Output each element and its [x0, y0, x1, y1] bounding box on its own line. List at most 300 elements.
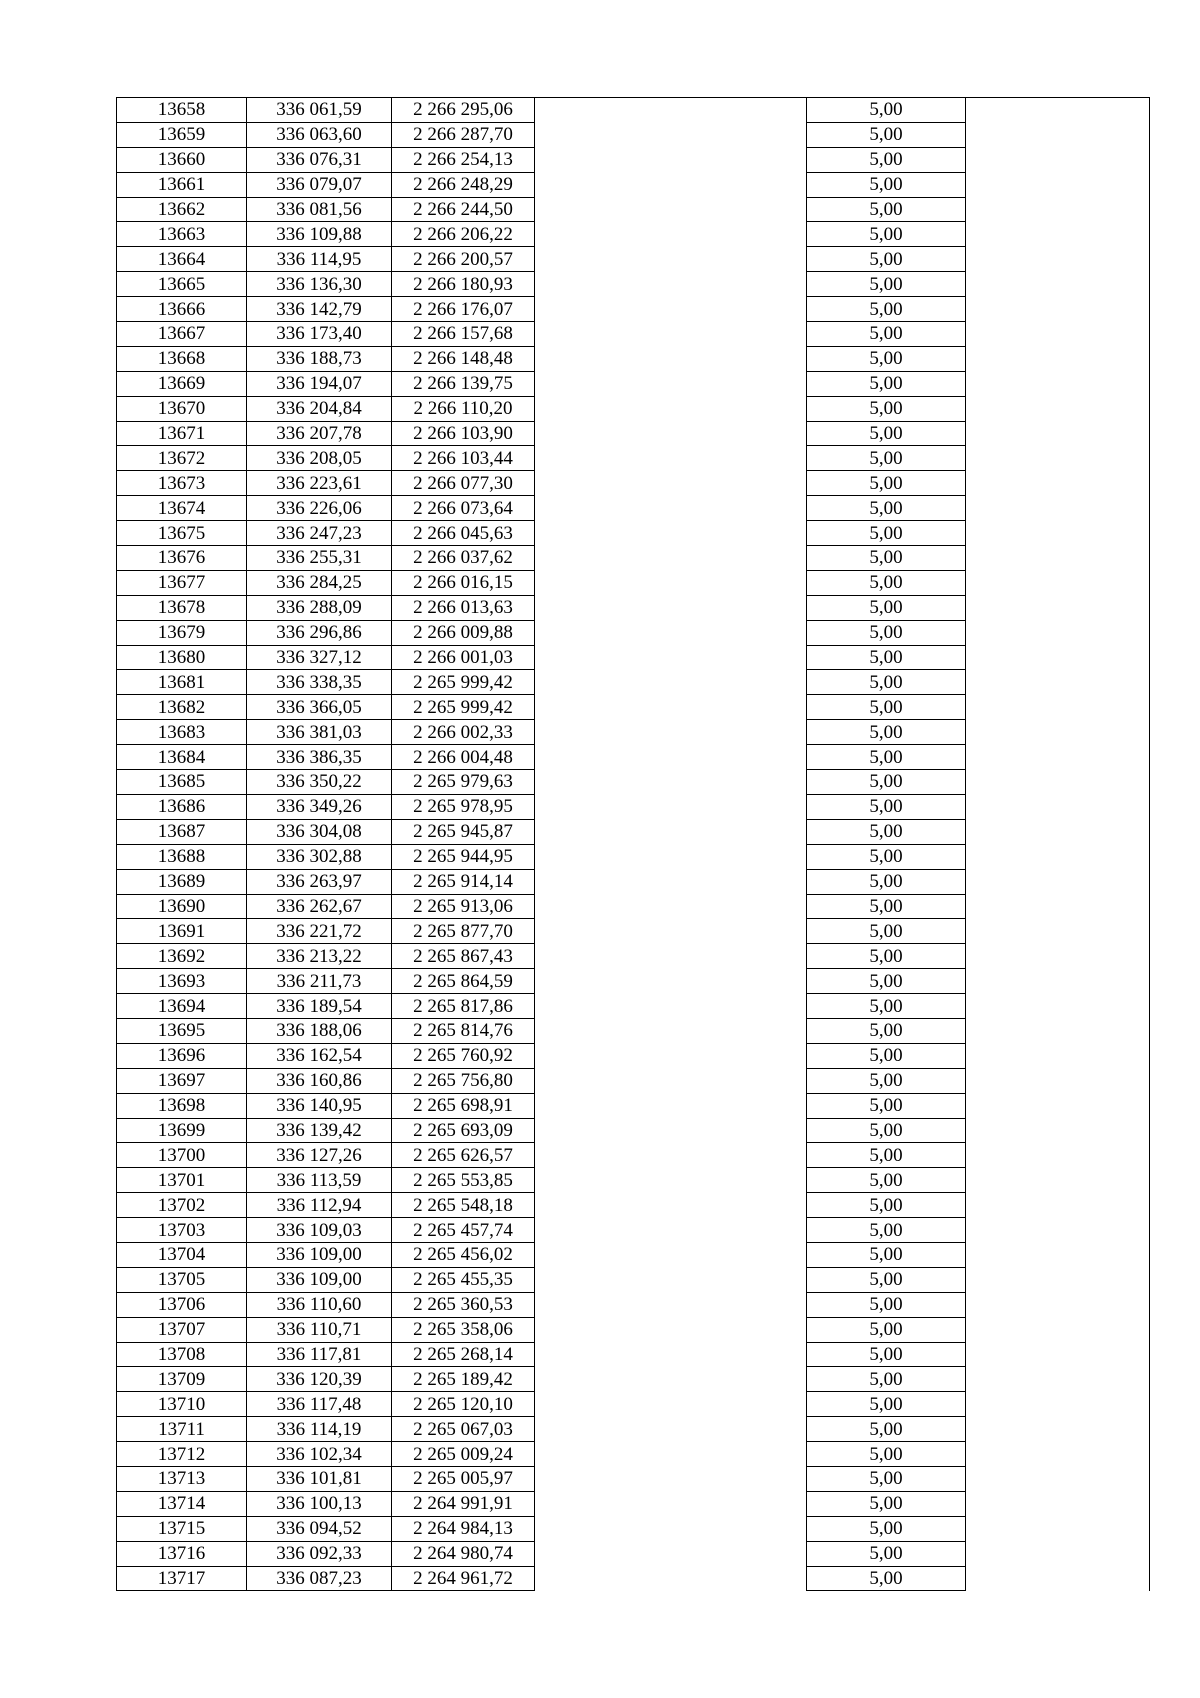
- point-number-cell: 13683: [117, 720, 247, 745]
- blank-cell: [535, 396, 807, 421]
- y-coordinate-cell: 2 265 189,42: [392, 1367, 535, 1392]
- y-coordinate-cell: 2 264 984,13: [392, 1516, 535, 1541]
- value-cell: 5,00: [807, 894, 966, 919]
- y-coordinate-cell: 2 265 360,53: [392, 1292, 535, 1317]
- blank-cell: [535, 894, 807, 919]
- table-row: [117, 794, 1150, 819]
- point-number-cell: 13665: [117, 272, 247, 297]
- blank-cell: [535, 595, 807, 620]
- value-cell: 5,00: [807, 1168, 966, 1193]
- blank-cell: [966, 1317, 1150, 1342]
- value-cell: 5,00: [807, 1143, 966, 1168]
- x-coordinate-cell: 336 117,48: [247, 1392, 392, 1417]
- table-row: [117, 969, 1150, 994]
- blank-cell: [535, 1068, 807, 1093]
- point-number-cell: 13667: [117, 322, 247, 347]
- blank-cell: [535, 670, 807, 695]
- value-cell: 5,00: [807, 471, 966, 496]
- table-row: [117, 1566, 1150, 1591]
- point-number-cell: 13705: [117, 1267, 247, 1292]
- y-coordinate-cell: 2 266 248,29: [392, 172, 535, 197]
- blank-cell: [535, 869, 807, 894]
- point-number-cell: 13713: [117, 1466, 247, 1491]
- value-cell: 5,00: [807, 819, 966, 844]
- x-coordinate-cell: 336 213,22: [247, 944, 392, 969]
- y-coordinate-cell: 2 266 045,63: [392, 521, 535, 546]
- point-number-cell: 13668: [117, 346, 247, 371]
- blank-cell: [535, 645, 807, 670]
- blank-cell: [966, 1292, 1150, 1317]
- blank-cell: [535, 172, 807, 197]
- y-coordinate-cell: 2 266 206,22: [392, 222, 535, 247]
- point-number-cell: 13659: [117, 122, 247, 147]
- x-coordinate-cell: 336 162,54: [247, 1043, 392, 1068]
- x-coordinate-cell: 336 188,73: [247, 346, 392, 371]
- blank-cell: [535, 1118, 807, 1143]
- blank-cell: [966, 147, 1150, 172]
- value-cell: 5,00: [807, 297, 966, 322]
- table-row: [117, 521, 1150, 546]
- blank-cell: [535, 1342, 807, 1367]
- y-coordinate-cell: 2 266 157,68: [392, 322, 535, 347]
- blank-cell: [966, 919, 1150, 944]
- point-number-cell: 13694: [117, 994, 247, 1019]
- y-coordinate-cell: 2 266 295,06: [392, 98, 535, 123]
- y-coordinate-cell: 2 266 004,48: [392, 745, 535, 770]
- y-coordinate-cell: 2 266 180,93: [392, 272, 535, 297]
- blank-cell: [535, 1267, 807, 1292]
- x-coordinate-cell: 336 226,06: [247, 496, 392, 521]
- blank-cell: [966, 1442, 1150, 1467]
- x-coordinate-cell: 336 109,00: [247, 1242, 392, 1267]
- blank-cell: [966, 1267, 1150, 1292]
- table-row: [117, 844, 1150, 869]
- value-cell: 5,00: [807, 595, 966, 620]
- blank-cell: [535, 1093, 807, 1118]
- table-row: [117, 919, 1150, 944]
- point-number-cell: 13716: [117, 1541, 247, 1566]
- table-row: [117, 1392, 1150, 1417]
- value-cell: 5,00: [807, 122, 966, 147]
- y-coordinate-cell: 2 265 864,59: [392, 969, 535, 994]
- value-cell: 5,00: [807, 1317, 966, 1342]
- x-coordinate-cell: 336 136,30: [247, 272, 392, 297]
- point-number-cell: 13663: [117, 222, 247, 247]
- x-coordinate-cell: 336 194,07: [247, 371, 392, 396]
- point-number-cell: 13714: [117, 1491, 247, 1516]
- table-row: [117, 720, 1150, 745]
- blank-cell: [535, 471, 807, 496]
- point-number-cell: 13660: [117, 147, 247, 172]
- table-row: [117, 446, 1150, 471]
- blank-cell: [535, 844, 807, 869]
- point-number-cell: 13676: [117, 546, 247, 571]
- point-number-cell: 13686: [117, 794, 247, 819]
- value-cell: 5,00: [807, 172, 966, 197]
- x-coordinate-cell: 336 112,94: [247, 1193, 392, 1218]
- blank-cell: [966, 894, 1150, 919]
- point-number-cell: 13691: [117, 919, 247, 944]
- point-number-cell: 13717: [117, 1566, 247, 1591]
- point-number-cell: 13672: [117, 446, 247, 471]
- x-coordinate-cell: 336 142,79: [247, 297, 392, 322]
- blank-cell: [966, 272, 1150, 297]
- point-number-cell: 13697: [117, 1068, 247, 1093]
- point-number-cell: 13709: [117, 1367, 247, 1392]
- blank-cell: [966, 819, 1150, 844]
- y-coordinate-cell: 2 264 991,91: [392, 1491, 535, 1516]
- blank-cell: [535, 98, 807, 123]
- y-coordinate-cell: 2 264 980,74: [392, 1541, 535, 1566]
- table-row: [117, 595, 1150, 620]
- x-coordinate-cell: 336 255,31: [247, 546, 392, 571]
- blank-cell: [535, 1466, 807, 1491]
- x-coordinate-cell: 336 110,71: [247, 1317, 392, 1342]
- table-row: [117, 272, 1150, 297]
- point-number-cell: 13682: [117, 695, 247, 720]
- x-coordinate-cell: 336 081,56: [247, 197, 392, 222]
- y-coordinate-cell: 2 265 268,14: [392, 1342, 535, 1367]
- x-coordinate-cell: 336 076,31: [247, 147, 392, 172]
- value-cell: 5,00: [807, 695, 966, 720]
- blank-cell: [535, 496, 807, 521]
- y-coordinate-cell: 2 265 760,92: [392, 1043, 535, 1068]
- table-row: [117, 471, 1150, 496]
- y-coordinate-cell: 2 266 073,64: [392, 496, 535, 521]
- y-coordinate-cell: 2 265 913,06: [392, 894, 535, 919]
- y-coordinate-cell: 2 265 455,35: [392, 1267, 535, 1292]
- y-coordinate-cell: 2 265 817,86: [392, 994, 535, 1019]
- point-number-cell: 13677: [117, 570, 247, 595]
- x-coordinate-cell: 336 350,22: [247, 770, 392, 795]
- x-coordinate-cell: 336 223,61: [247, 471, 392, 496]
- point-number-cell: 13671: [117, 421, 247, 446]
- blank-cell: [966, 1018, 1150, 1043]
- x-coordinate-cell: 336 160,86: [247, 1068, 392, 1093]
- y-coordinate-cell: 2 265 009,24: [392, 1442, 535, 1467]
- blank-cell: [535, 1018, 807, 1043]
- x-coordinate-cell: 336 173,40: [247, 322, 392, 347]
- table-row: [117, 944, 1150, 969]
- value-cell: 5,00: [807, 247, 966, 272]
- blank-cell: [535, 1242, 807, 1267]
- blank-cell: [535, 794, 807, 819]
- blank-cell: [966, 1143, 1150, 1168]
- table-row: [117, 770, 1150, 795]
- point-number-cell: 13710: [117, 1392, 247, 1417]
- value-cell: 5,00: [807, 1043, 966, 1068]
- x-coordinate-cell: 336 211,73: [247, 969, 392, 994]
- point-number-cell: 13712: [117, 1442, 247, 1467]
- y-coordinate-cell: 2 266 037,62: [392, 546, 535, 571]
- point-number-cell: 13673: [117, 471, 247, 496]
- x-coordinate-cell: 336 381,03: [247, 720, 392, 745]
- blank-cell: [966, 1541, 1150, 1566]
- blank-cell: [966, 297, 1150, 322]
- point-number-cell: 13666: [117, 297, 247, 322]
- value-cell: 5,00: [807, 322, 966, 347]
- y-coordinate-cell: 2 265 067,03: [392, 1417, 535, 1442]
- blank-cell: [535, 297, 807, 322]
- value-cell: 5,00: [807, 1491, 966, 1516]
- blank-cell: [535, 371, 807, 396]
- blank-cell: [966, 496, 1150, 521]
- blank-cell: [535, 919, 807, 944]
- blank-cell: [966, 197, 1150, 222]
- blank-cell: [966, 595, 1150, 620]
- blank-cell: [966, 969, 1150, 994]
- y-coordinate-cell: 2 265 867,43: [392, 944, 535, 969]
- y-coordinate-cell: 2 265 999,42: [392, 670, 535, 695]
- blank-cell: [535, 1442, 807, 1467]
- table-row: [117, 670, 1150, 695]
- x-coordinate-cell: 336 061,59: [247, 98, 392, 123]
- table-row: [117, 1218, 1150, 1243]
- y-coordinate-cell: 2 266 009,88: [392, 620, 535, 645]
- coordinates-table: [116, 97, 1150, 1591]
- blank-cell: [535, 147, 807, 172]
- table-row: [117, 147, 1150, 172]
- point-number-cell: 13678: [117, 595, 247, 620]
- blank-cell: [535, 1516, 807, 1541]
- table-row: [117, 297, 1150, 322]
- value-cell: 5,00: [807, 222, 966, 247]
- y-coordinate-cell: 2 266 148,48: [392, 346, 535, 371]
- x-coordinate-cell: 336 338,35: [247, 670, 392, 695]
- y-coordinate-cell: 2 266 016,15: [392, 570, 535, 595]
- value-cell: 5,00: [807, 869, 966, 894]
- point-number-cell: 13702: [117, 1193, 247, 1218]
- table-row: [117, 1417, 1150, 1442]
- y-coordinate-cell: 2 265 693,09: [392, 1118, 535, 1143]
- x-coordinate-cell: 336 284,25: [247, 570, 392, 595]
- table-row: [117, 496, 1150, 521]
- value-cell: 5,00: [807, 1342, 966, 1367]
- blank-cell: [535, 1317, 807, 1342]
- blank-cell: [966, 322, 1150, 347]
- x-coordinate-cell: 336 139,42: [247, 1118, 392, 1143]
- value-cell: 5,00: [807, 969, 966, 994]
- blank-cell: [535, 720, 807, 745]
- table-row: [117, 745, 1150, 770]
- blank-cell: [535, 1541, 807, 1566]
- y-coordinate-cell: 2 265 553,85: [392, 1168, 535, 1193]
- point-number-cell: 13706: [117, 1292, 247, 1317]
- value-cell: 5,00: [807, 670, 966, 695]
- point-number-cell: 13708: [117, 1342, 247, 1367]
- y-coordinate-cell: 2 265 626,57: [392, 1143, 535, 1168]
- blank-cell: [535, 122, 807, 147]
- value-cell: 5,00: [807, 1218, 966, 1243]
- x-coordinate-cell: 336 087,23: [247, 1566, 392, 1591]
- blank-cell: [966, 1392, 1150, 1417]
- value-cell: 5,00: [807, 147, 966, 172]
- value-cell: 5,00: [807, 197, 966, 222]
- table-row: [117, 172, 1150, 197]
- y-coordinate-cell: 2 265 698,91: [392, 1093, 535, 1118]
- y-coordinate-cell: 2 265 944,95: [392, 844, 535, 869]
- blank-cell: [535, 620, 807, 645]
- y-coordinate-cell: 2 265 914,14: [392, 869, 535, 894]
- blank-cell: [966, 645, 1150, 670]
- blank-cell: [535, 944, 807, 969]
- blank-cell: [966, 944, 1150, 969]
- point-number-cell: 13698: [117, 1093, 247, 1118]
- value-cell: 5,00: [807, 944, 966, 969]
- table-row: [117, 695, 1150, 720]
- table-row: [117, 1143, 1150, 1168]
- x-coordinate-cell: 336 386,35: [247, 745, 392, 770]
- blank-cell: [535, 1417, 807, 1442]
- x-coordinate-cell: 336 109,03: [247, 1218, 392, 1243]
- value-cell: 5,00: [807, 1566, 966, 1591]
- x-coordinate-cell: 336 110,60: [247, 1292, 392, 1317]
- blank-cell: [966, 695, 1150, 720]
- blank-cell: [966, 844, 1150, 869]
- value-cell: 5,00: [807, 770, 966, 795]
- blank-cell: [966, 1566, 1150, 1591]
- blank-cell: [966, 471, 1150, 496]
- table-row: [117, 1317, 1150, 1342]
- table-row: [117, 1516, 1150, 1541]
- blank-cell: [535, 1292, 807, 1317]
- blank-cell: [535, 446, 807, 471]
- point-number-cell: 13707: [117, 1317, 247, 1342]
- blank-cell: [966, 546, 1150, 571]
- table-row: [117, 222, 1150, 247]
- blank-cell: [966, 670, 1150, 695]
- blank-cell: [966, 1118, 1150, 1143]
- table-row: [117, 1491, 1150, 1516]
- point-number-cell: 13687: [117, 819, 247, 844]
- blank-cell: [966, 1516, 1150, 1541]
- value-cell: 5,00: [807, 1267, 966, 1292]
- blank-cell: [966, 122, 1150, 147]
- y-coordinate-cell: 2 266 103,90: [392, 421, 535, 446]
- x-coordinate-cell: 336 304,08: [247, 819, 392, 844]
- table-row: [117, 1342, 1150, 1367]
- value-cell: 5,00: [807, 1118, 966, 1143]
- blank-cell: [535, 570, 807, 595]
- point-number-cell: 13688: [117, 844, 247, 869]
- value-cell: 5,00: [807, 844, 966, 869]
- blank-cell: [535, 222, 807, 247]
- y-coordinate-cell: 2 265 999,42: [392, 695, 535, 720]
- value-cell: 5,00: [807, 1068, 966, 1093]
- value-cell: 5,00: [807, 745, 966, 770]
- value-cell: 5,00: [807, 919, 966, 944]
- x-coordinate-cell: 336 127,26: [247, 1143, 392, 1168]
- blank-cell: [966, 994, 1150, 1019]
- value-cell: 5,00: [807, 446, 966, 471]
- point-number-cell: 13699: [117, 1118, 247, 1143]
- point-number-cell: 13674: [117, 496, 247, 521]
- value-cell: 5,00: [807, 620, 966, 645]
- y-coordinate-cell: 2 265 456,02: [392, 1242, 535, 1267]
- table-row: [117, 1193, 1150, 1218]
- blank-cell: [966, 1417, 1150, 1442]
- x-coordinate-cell: 336 188,06: [247, 1018, 392, 1043]
- blank-cell: [966, 1242, 1150, 1267]
- blank-cell: [535, 1043, 807, 1068]
- blank-cell: [966, 620, 1150, 645]
- point-number-cell: 13711: [117, 1417, 247, 1442]
- blank-cell: [966, 1168, 1150, 1193]
- x-coordinate-cell: 336 327,12: [247, 645, 392, 670]
- value-cell: 5,00: [807, 272, 966, 297]
- table-row: [117, 1242, 1150, 1267]
- x-coordinate-cell: 336 262,67: [247, 894, 392, 919]
- point-number-cell: 13693: [117, 969, 247, 994]
- table-row: [117, 1043, 1150, 1068]
- table-row: [117, 346, 1150, 371]
- blank-cell: [966, 1218, 1150, 1243]
- y-coordinate-cell: 2 265 457,74: [392, 1218, 535, 1243]
- point-number-cell: 13715: [117, 1516, 247, 1541]
- table-row: [117, 122, 1150, 147]
- blank-cell: [966, 521, 1150, 546]
- blank-cell: [966, 745, 1150, 770]
- x-coordinate-cell: 336 100,13: [247, 1491, 392, 1516]
- value-cell: 5,00: [807, 421, 966, 446]
- value-cell: 5,00: [807, 1193, 966, 1218]
- x-coordinate-cell: 336 263,97: [247, 869, 392, 894]
- value-cell: 5,00: [807, 1018, 966, 1043]
- table-row: [117, 869, 1150, 894]
- blank-cell: [966, 1491, 1150, 1516]
- point-number-cell: 13684: [117, 745, 247, 770]
- y-coordinate-cell: 2 266 001,03: [392, 645, 535, 670]
- blank-cell: [535, 1392, 807, 1417]
- point-number-cell: 13675: [117, 521, 247, 546]
- x-coordinate-cell: 336 349,26: [247, 794, 392, 819]
- x-coordinate-cell: 336 092,33: [247, 1541, 392, 1566]
- y-coordinate-cell: 2 266 244,50: [392, 197, 535, 222]
- table-row: [117, 1466, 1150, 1491]
- value-cell: 5,00: [807, 1442, 966, 1467]
- blank-cell: [535, 1367, 807, 1392]
- y-coordinate-cell: 2 266 103,44: [392, 446, 535, 471]
- point-number-cell: 13662: [117, 197, 247, 222]
- value-cell: 5,00: [807, 570, 966, 595]
- x-coordinate-cell: 336 140,95: [247, 1093, 392, 1118]
- table-row: [117, 819, 1150, 844]
- value-cell: 5,00: [807, 1466, 966, 1491]
- table-row: [117, 247, 1150, 272]
- table-row: [117, 197, 1150, 222]
- point-number-cell: 13696: [117, 1043, 247, 1068]
- table-row: [117, 1018, 1150, 1043]
- table-body: [117, 98, 1150, 1591]
- table-row: [117, 396, 1150, 421]
- blank-cell: [535, 1193, 807, 1218]
- blank-cell: [535, 819, 807, 844]
- y-coordinate-cell: 2 266 200,57: [392, 247, 535, 272]
- x-coordinate-cell: 336 120,39: [247, 1367, 392, 1392]
- y-coordinate-cell: 2 266 139,75: [392, 371, 535, 396]
- blank-cell: [966, 1068, 1150, 1093]
- point-number-cell: 13704: [117, 1242, 247, 1267]
- value-cell: 5,00: [807, 645, 966, 670]
- x-coordinate-cell: 336 079,07: [247, 172, 392, 197]
- value-cell: 5,00: [807, 1242, 966, 1267]
- blank-cell: [535, 994, 807, 1019]
- y-coordinate-cell: 2 265 756,80: [392, 1068, 535, 1093]
- table-row: [117, 1168, 1150, 1193]
- x-coordinate-cell: 336 296,86: [247, 620, 392, 645]
- x-coordinate-cell: 336 114,19: [247, 1417, 392, 1442]
- blank-cell: [535, 247, 807, 272]
